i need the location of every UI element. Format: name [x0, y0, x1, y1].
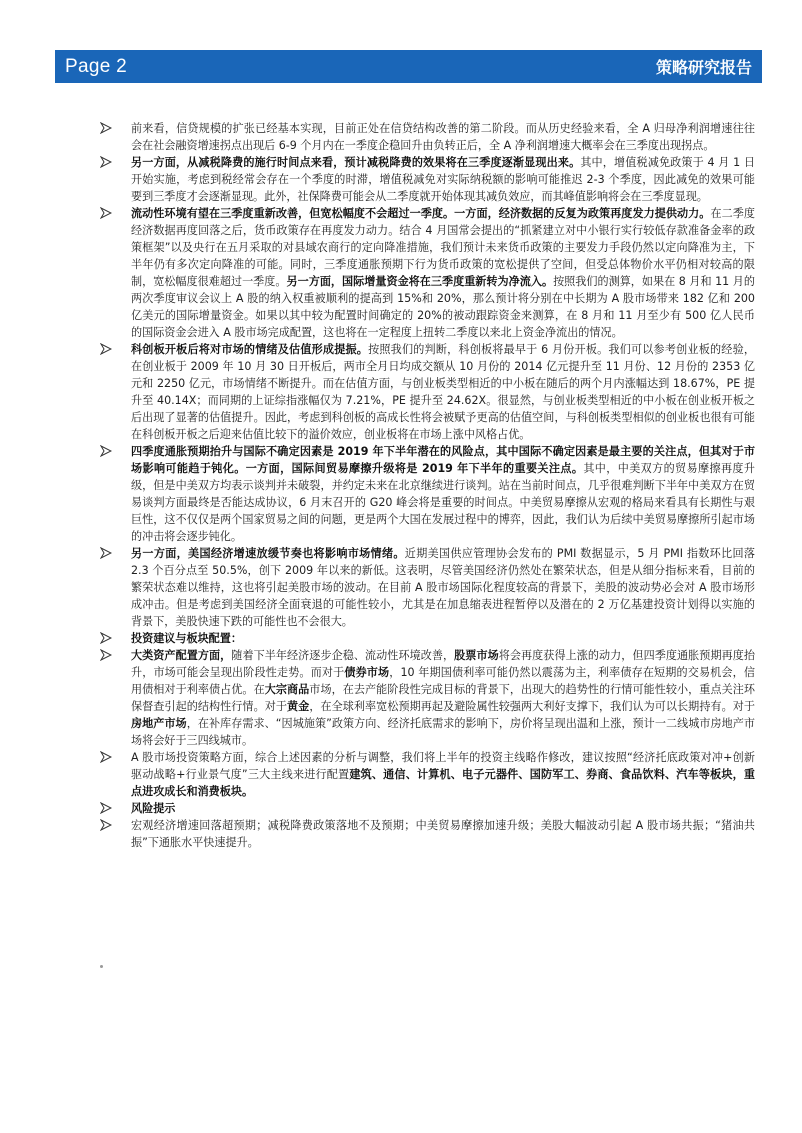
- paragraph-text: 市场，在去产能阶段性完成目标的背景下，出现大的趋势性的行情可能性较小，重点关注环保督查引起的结构性行情。对于: [131, 683, 755, 713]
- paragraph-text: 按照我们的判断，科创板将最早于 6 月份开板。我们可以参考创业板的经验，在创业板于 2009 年 10 月 30 日开板后，两市全月日均成交额从 10 月份的 2014 亿元提升至 11 月份、12 月份的 2353 亿元和 2250 亿元，市场情绪不断提升。而在估值方面，与创业板类型相近的中小板在随后的两个月内涨幅达到 18.67%，PE 提升至 40.14X；而同期的上证综指涨幅仅为 7.21%，PE 提升至 24.62X。很显然，与创业板类型相近的中小板在创业板开板之后出现了显著的估值提升。因此，考虑到科创板的高成长性将会被赋予更高的估值空间，与科创板类型相似的创业板也很有可能在科创板开板之后迎来估值比较下的溢价效应，创业板将在市场上涨中风格占优。: [131, 343, 755, 441]
- paragraph-text: 在二季度经济数据再度回落之后，货币政策存在再度发力动力。结合 4 月国常会提出的“抓紧建立对中小银行实行较低存款准备金率的政策框架”以及央行在五月采取的对县域农商行的定向降准措施，我们预计未来货币政策的主要发力手段仍然以定向降准为主，下半年仍有多次定向降准的可能。同时，三季度通胀预期下行为货币政策的宽松提供了空间，但受总体物价水平仍相对较高的限制，宽松幅度很难超过一季度。: [131, 207, 755, 288]
- paragraph-lead: 大类资产配置方面，: [131, 649, 232, 662]
- paragraph-emphasis: 股票市场: [454, 649, 499, 662]
- paragraph-lead: 科创板开板后将对市场的情绪及估值形成提振。: [131, 343, 369, 356]
- arrow-bullet-icon: [100, 547, 112, 559]
- paragraph-text: 近期美国供应管理协会发布的 PMI 数据显示，5 月 PMI 指数环比回落 2.3 个百分点至 50.5%，创下 2009 年以来的新低。这表明，尽管美国经济仍然处在繁荣状态，但是从细分指标来看，目前的繁荣状态难以维持，这也将引起美股市场的波动。在目前 A 股市场国际化程度较高的背景下，美股的波动势必会对 A 股市场形成冲击。但是考虑到美国经济全面衰退的可能性较小，尤其是在加息缩表进程暂停以及潜在的 2 万亿基建投资计划得以实施的背景下，美股快速下跌的可能性也不会很大。: [131, 547, 755, 628]
- paragraph-text: 按照我们的测算，如果在 8 月和 11 月的两次季度审议会议上 A 股的纳入权重被顺利的提高到 15%和 20%，那么预计将分别在中长期为 A 股市场带来 182 亿和 200 亿美元的国际增量资金。如果以其中较为配置时间确定的 20%的被动跟踪资金来测算，在 8 月和 11 月至少有 500 亿人民币的国际资金会进入 A 股市场完成配置，这也将在一定程度上扭转二季度以来北上资金净流出的情况。: [131, 275, 755, 339]
- paragraph-text: 宏观经济增速回落超预期；减税降费政策落地不及预期；中美贸易摩擦加速升级；美股大幅波动引起 A 股市场共振；“猪油共振”下通胀水平快速提升。: [131, 819, 755, 849]
- paragraph-lead: 流动性环境有望在三季度重新改善，但宽松幅度不会超过一季度。一方面，经济数据的反复为政策再度发力提供动力。: [131, 207, 711, 220]
- heading-risk-warning: [100, 800, 755, 817]
- arrow-bullet-icon: [100, 122, 112, 134]
- arrow-bullet-icon: [100, 819, 112, 831]
- arrow-bullet-icon: [100, 802, 112, 814]
- heading-investment-advice: [100, 630, 755, 647]
- arrow-bullet-icon: [100, 649, 112, 661]
- paragraph-text: 其中，中美双方的贸易摩擦再度升级，但是中美双方均表示谈判并未破裂，并约定未来在北京继续进行谈判。站在当前时间点，几乎很难判断下半年中美双方在贸易谈判方面最终是否能达成协议，6 月末召开的 G20 峰会将是重要的时间点。中美贸易摩擦从宏观的格局来看具有长期性与艰巨性，这不仅仅是两个国家贸易之间的问题，更是两个大国在发展过程中的博弈，因此，我们认为后续中美贸易摩擦所引起市场的冲击将会逐步钝化。: [131, 462, 755, 543]
- paragraph-text: 前来看，信贷规模的扩张已经基本实现，目前正处在信贷结构改善的第二阶段。而从历史经验来看，全 A 归母净利润增速往往会在社会融资增速拐点出现后 6-9 个月内在一季度企稳回升由负转正后，全 A 净利润增速大概率会在三季度出现拐点。: [131, 122, 755, 152]
- paragraph-text: 其中，增值税减免政策于 4 月 1 日开始实施，考虑到税经常会存在一个季度的时滞，增值税减免对实际纳税额的影响可能推迟 2-3 个季度，因此减免的效果可能要到三季度才会逐渐显现。此外，社保降费可能会从二季度就开始体现其减负效应，而其峰值影响将会在三季度显现。: [131, 156, 755, 203]
- paragraph-lead: 另一方面，从减税降费的施行时间点来看，预计减税降费的效果将在三季度逐渐显现出来。: [131, 156, 581, 169]
- arrow-bullet-icon: [100, 156, 112, 168]
- report-type-title: 策略研究报告: [655, 58, 752, 77]
- arrow-bullet-icon: [100, 343, 112, 355]
- paragraph-emphasis: 另一方面，国际增量资金将在三季度重新转为净流入。: [286, 275, 554, 288]
- arrow-bullet-icon: [100, 632, 112, 644]
- paragraph-text: 随着下半年经济逐步企稳、流动性环境改善，: [231, 649, 455, 662]
- arrow-bullet-icon: [100, 445, 112, 457]
- paragraph-text: ，在补库存需求、“因城施策”政策方向、经济托底需求的影响下，房价将呈现出温和上涨，预计一二线城市房地产市场将会好于三四线城市。: [131, 717, 755, 747]
- paragraph-liquidity: [100, 205, 755, 341]
- report-body: [100, 120, 755, 851]
- paragraph-star-market: [100, 341, 755, 443]
- paragraph-risk-points: [100, 443, 755, 545]
- paragraph-risk-list: [100, 817, 755, 851]
- paragraph-a-share-strategy: [100, 749, 755, 800]
- page-header: [55, 50, 762, 83]
- paragraph-emphasis: 债券市场: [344, 666, 390, 679]
- paragraph-emphasis: 建筑、通信、计算机、电子元器件、国防军工、券商、食品饮料、汽车等板块，重点进攻成长和消费板块。: [131, 768, 755, 798]
- paragraph-tax-cut: [100, 154, 755, 205]
- paragraph-us-economy: [100, 545, 755, 630]
- paragraph-lead: 四季度通胀预期抬升与国际不确定因素是 2019 年下半年潜在的风险点，其中国际不确定因素是最主要的关注点，但其对于市场影响可能趋于钝化。一方面，国际间贸易摩擦升级将是 2019 年下半年的重要关注点。: [131, 445, 755, 475]
- paragraph-lead: 另一方面，美国经济增速放缓节奏也将影响市场情绪。: [131, 547, 405, 560]
- paragraph-emphasis: 房地产市场: [131, 717, 187, 730]
- arrow-bullet-icon: [100, 751, 112, 763]
- paragraph-credit-cycle: [100, 120, 755, 154]
- paragraph-emphasis: 黄金: [287, 700, 310, 713]
- page-number-label: Page 2: [65, 55, 128, 77]
- arrow-bullet-icon: [100, 207, 112, 219]
- section-heading: 风险提示: [131, 802, 176, 815]
- paragraph-emphasis: 大宗商品: [264, 683, 310, 696]
- paragraph-text: 将会再度获得上涨的动力，但四季度通胀预期再度抬升，市场可能会呈现出阶段性走势。而对于: [131, 649, 755, 679]
- paragraph-text: ，在全球利率宽松预期再起及避险属性较强两大利好支撑下，我们认为可以长期持有。对于: [309, 700, 755, 713]
- section-heading: 投资建议与板块配置：: [131, 632, 242, 645]
- page-mark: [100, 965, 103, 968]
- paragraph-text: A 股市场投资策略方面，综合上述因素的分析与调整，我们将上半年的投资主线略作修改，建议按照“经济托底政策对冲+创新驱动战略+行业景气度”三大主线来进行配置: [131, 751, 755, 781]
- paragraph-asset-allocation: [100, 647, 755, 749]
- paragraph-text: ，10 年期国债利率可能仍然以震荡为主，利率债存在短期的交易机会，信用债相对于利率债占优。在: [131, 666, 755, 696]
